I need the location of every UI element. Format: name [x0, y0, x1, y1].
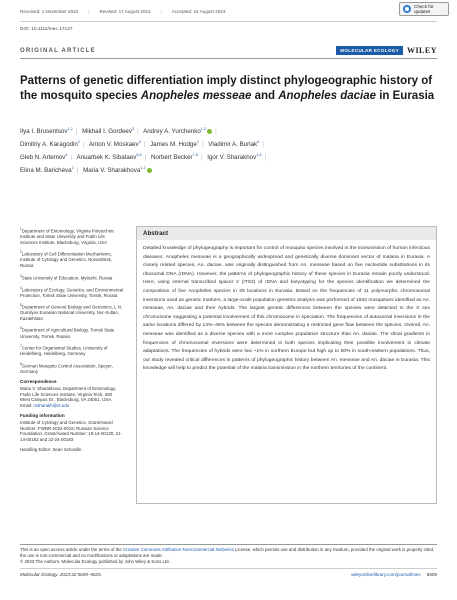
article-sidebar — [20, 227, 123, 458]
affiliation: $^2$Laboratory of Cell Differentiation Mechanisms, Institute of Cytology and Genetics, Novosibirsk, Russia — [20, 250, 113, 268]
title-text: Patterns of genetic differentiation imply distinct phylogeographic history of the mosquito species — [20, 75, 433, 102]
orcid-icon[interactable] — [147, 168, 152, 173]
author[interactable]: Mikhail I. Gordeev$^3$ — [82, 127, 135, 136]
abstract-heading: Abstract — [137, 227, 436, 240]
dates-bar — [20, 9, 437, 18]
license-footnote: This is an open access article under the terms of the Creative Commons Attribution-NonCommercial-NoDerivs License, which permits use and distribution in any medium, provided the original work is properly cited, the use is non-commercial and no modifications or adaptations are made. © 2023 The Authors. Molecular Ecology published by John Wiley & Sons Ltd. — [20, 547, 435, 564]
author[interactable]: Igor V. Sharakhov$^{1,4}$ — [207, 153, 262, 162]
affiliation: $^1$Department of Entomology, Virginia Polytechnic Institute and State University and Fralin Life Sciences Institute, Blacksburg, Virginia, USA — [20, 227, 115, 245]
title-text: and — [251, 90, 279, 102]
abstract-box — [136, 226, 437, 504]
check-updates-label: Check for updates — [414, 4, 434, 14]
author[interactable]: Ilya I. Brusentsov$^{1,2}$ — [20, 127, 73, 136]
affiliation: $^8$German Mosquito Control Association, Speyer, Germany — [20, 361, 113, 374]
author[interactable]: Anuarbek K. Sibataev$^{5,6}$ — [76, 153, 142, 162]
handling-editor: Handling Editor: Sean Schoville — [20, 447, 82, 453]
license-link[interactable]: Creative Commons Attribution-NonCommercial-NoDerivs — [123, 547, 234, 552]
orcid-icon[interactable] — [207, 129, 212, 134]
funding — [20, 413, 123, 442]
funding-text: Institute of Cytology and Genetics, Grant/Award Number: FWNR-2022-0015; Russian Science Foundation, Grant/Award Number: 19-14-00130, 21-14-00182 and 22-24-00183 — [20, 420, 122, 442]
doi[interactable]: DOI: 10.1111/mec.17127 — [20, 27, 73, 32]
author[interactable]: Gleb N. Artemov$^4$ — [20, 153, 68, 162]
author-list: Ilya I. Brusentsov$^{1,2}$ | Mikhail I. Gordeev$^3$ | Andrey A. Yurchenko$^{1,2}$ | Dimitriy A. Karagodin$^2$ | Anton V. Moskaev$^3$ | James M. Hodge$^1$ | Vladimir A. Burlak$^4$ | Gleb N. Artemov$^4$ | Anuarbek K. Sibataev$^{5,6}$ | Norbert Becker$^{7,8}$ | Igor V. Sharakhov$^{1,4}$ | Elina M. Baricheva$^2$ | Maria V. Sharakhova$^{1,2}$ — [20, 127, 267, 175]
author[interactable]: Andrey A. Yurchenko$^{1,2}$ — [143, 128, 212, 135]
correspondence — [20, 379, 123, 408]
title-text: in Eurasia — [376, 90, 435, 102]
article-title — [20, 74, 437, 104]
author[interactable]: Dimitriy A. Karagodin$^2$ — [20, 140, 80, 149]
abstract-text: Detailed knowledge of phylogeography is important for control of mosquito species involved in the transmission of human infectious diseases. Anopheles messeae is a geographically widespread and genetically diverse dominant vector of malaria in Eurasia. A closely related species, An. daciae, was originally distinguished from An. messeae based on five nucleotide substitutions in its ribosomal DNA (rDNA). However, the patterns of phylogeographic history of these species in Eurasia remain poorly understood. Here, using internal transcribed spacer 2 (ITS2) of rDNA and karyotyping for the species identification we determined the composition of five Anopheles species in 28 locations in Eurasia. Based on the frequencies of 11 polymorphic chromosomal inversions used as genetic markers, a large-scale population genetics analysis was performed of 1932 mosquitoes identified as An. messeae, An. daciae and their hybrids. The largest genetic differences between the species were detected in the X sex chromosome suggesting a potential involvement of this chromosome in speciation. The frequencies of autosomal inversions in the same locations differed by 13%–45% between the species demonstrating a restricted gene flow between the species. Overall, An. messeae was identified as a diverse species with a more complex population structure than An. daciae. The clinal gradients in frequencies of chromosomal inversions were determined in both species implicating their possible involvement in climate adaptations. The frequencies of hybrids were low ~1% in northern Europe but high up to 50% in south-eastern populations. Thus, our study revealed critical differences in patterns of phylogeographic history between An. messeae and An. daciae in Eurasia. This knowledge will help to predict the potential of the malaria transmission in the northern territories of the continent. — [143, 246, 430, 372]
title-species: Anopheles messeae — [140, 90, 252, 102]
correspondence-email: Email: msharakh@vt.edu — [20, 402, 70, 408]
divider — [20, 58, 437, 59]
affiliation: $^3$State University of Education, Mytischi, Russia — [20, 273, 113, 280]
affiliation: $^6$Department of Agricultural Biology, Tomsk State University, Tomsk, Russia — [20, 326, 115, 339]
correspondence-heading: Correspondence — [20, 379, 57, 385]
email-link[interactable]: msharakh@vt.edu — [33, 402, 70, 408]
page-footer — [20, 572, 437, 577]
title-species: Anopheles daciae — [278, 90, 377, 102]
check-updates-button[interactable] — [399, 2, 449, 16]
correspondence-text: Maria V. Sharakhova, Department of Entomology, Fralin Life Sciences Institute, Virginia Tech, 360 West Campus Dr., Blacksburg, VA 24061, USA. — [20, 386, 117, 403]
journal-url[interactable]: wileyonlinelibrary.com/journal/mec — [351, 572, 421, 577]
affiliation: $^7$Center for Organismal Studies, University of Heidelberg, Heidelberg, Germany — [20, 344, 108, 357]
author[interactable]: Vladimir A. Burlak$^4$ — [208, 140, 260, 149]
journal-logo[interactable]: MOLECULAR ECOLOGY — [336, 46, 403, 55]
publisher-logo[interactable]: WILEY — [406, 46, 437, 55]
divider — [20, 21, 437, 22]
revised-date: Revised: 17 August 2023 — [99, 9, 151, 14]
funding-heading: Funding information — [20, 413, 65, 419]
affiliation: $^5$Department of General Biology and Genomics, L.N. Gumilyov Eurasian National University, Nur-Sultan, Kazakhstan — [20, 303, 123, 321]
copyright: © 2023 The Authors. Molecular Ecology published by John Wiley & Sons Ltd. — [20, 559, 170, 564]
author[interactable]: Elina M. Baricheva$^2$ — [20, 166, 74, 175]
crossmark-icon — [403, 5, 411, 13]
received-date: Received: 1 November 2022 — [20, 9, 79, 14]
author[interactable]: James M. Hodge$^1$ — [150, 140, 199, 149]
author[interactable]: Maria V. Sharakhova$^{1,2}$ — [83, 167, 152, 174]
divider — [20, 568, 437, 569]
page-number: 5609 — [426, 572, 437, 577]
brand — [336, 46, 437, 55]
divider — [20, 544, 437, 545]
accepted-date: Accepted: 24 August 2023 — [171, 9, 226, 14]
divider: | — [160, 9, 162, 14]
article-type: ORIGINAL ARTICLE — [20, 48, 96, 54]
divider: | — [88, 9, 90, 14]
affiliation: $^4$Laboratory of Ecology, Genetics, and Environmental Protection, Tomsk State University, Tomsk, Russia — [20, 285, 123, 298]
author[interactable]: Anton V. Moskaev$^3$ — [88, 140, 141, 149]
citation: Molecular Ecology. 2023;32:5609–5625. — [20, 572, 102, 577]
author[interactable]: Norbert Becker$^{7,8}$ — [151, 153, 198, 162]
